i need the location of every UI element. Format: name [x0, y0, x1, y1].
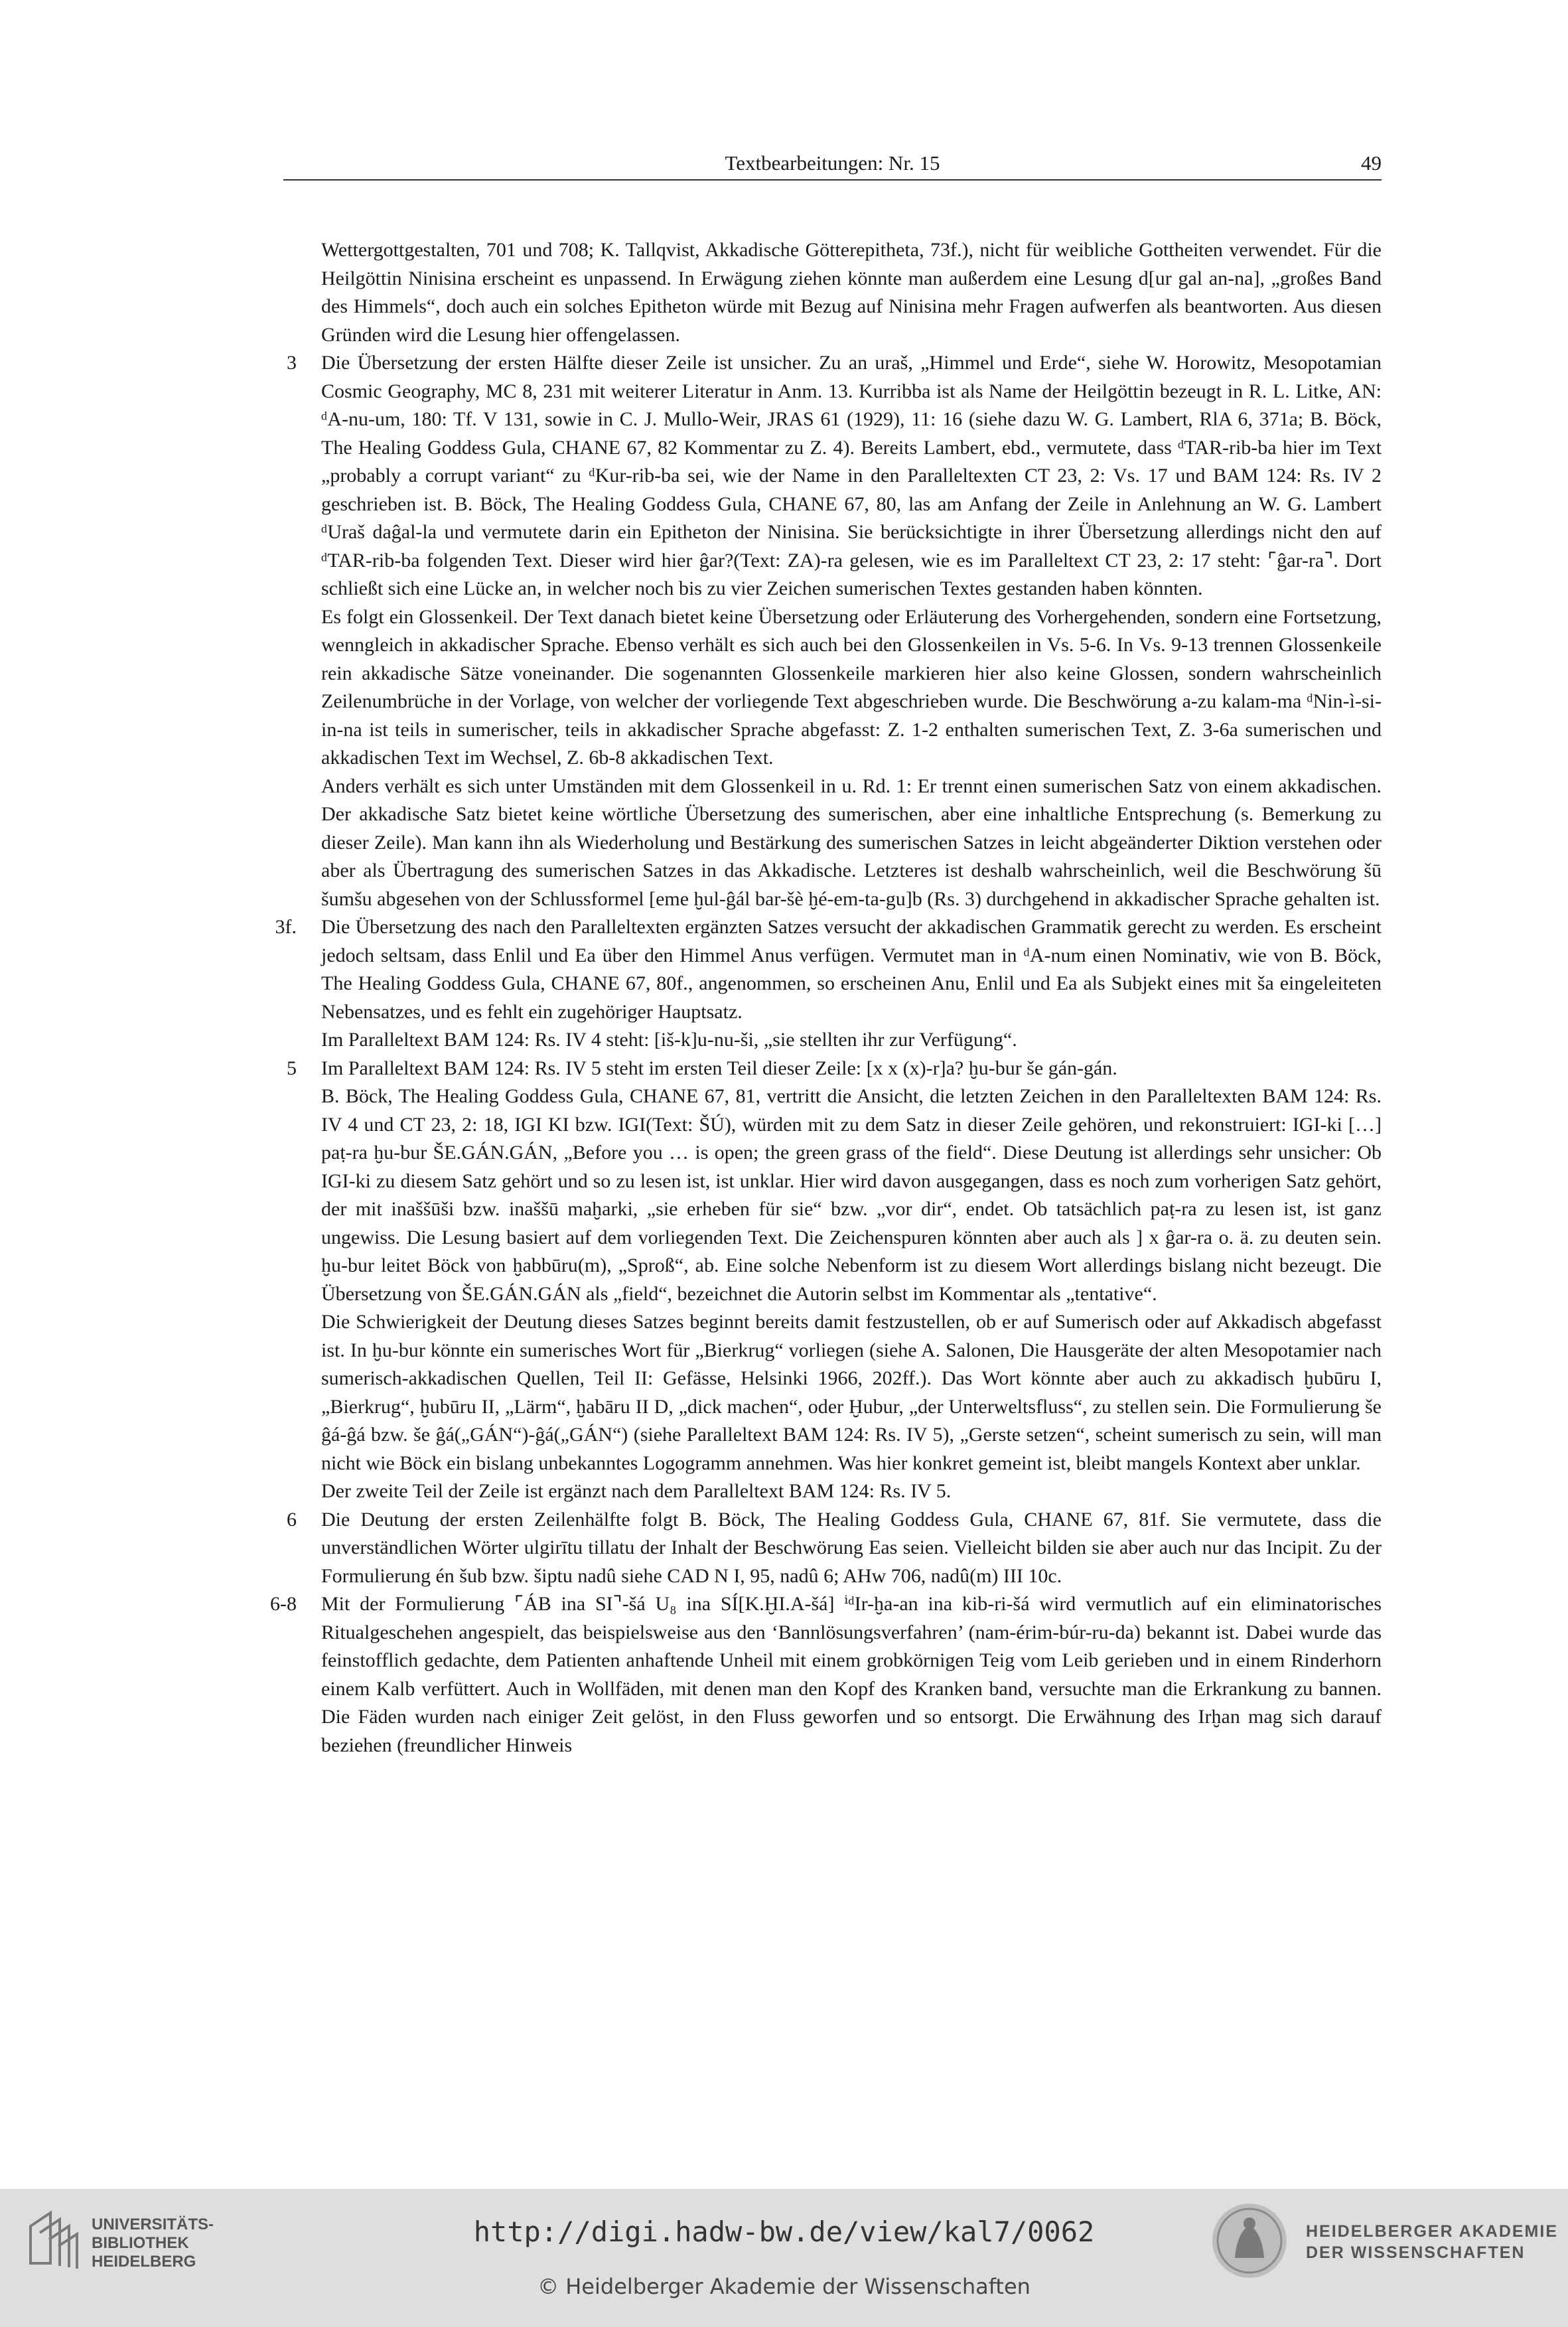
- paragraph-text: Die Deutung der ersten Zeilenhälfte folgt B. Böck, The Healing Goddess Gula, CHANE 67, 81f. Sie vermutete, dass die unverständlichen Wörter ulgirītu tillatu der Inhalt der Beschwörung Eas seien. Vielleicht bilden sie aber auch nur das Incipit. Zu der Formulierung én šub bzw. šiptu nadû siehe CAD N I, 95, nadû 6; AHw 706, nadû(m) III 10c.: [321, 1508, 1382, 1587]
- library-name-line: UNIVERSITÄTS-: [92, 2215, 214, 2233]
- academy-name-line: DER WISSENSCHAFTEN: [1306, 2243, 1526, 2262]
- academy-seal-icon: [1210, 2201, 1289, 2281]
- document-url-link[interactable]: http://digi.hadw-bw.de/view/kal7/0062: [473, 2215, 1095, 2248]
- paragraph-text: Mit der Formulierung ⌜ÁB ina SI⌝-šá U₈ ina SÍ[K.ḪI.A-šá] ⁱᵈIr-ḫa-an ina kib-ri-šá wird vermutlich auf ein eliminatorisches Ritualgeschehen angespielt, das beispielsweise aus den ‘Bannlösungsverfahren’ (nam-érim-búr-ru-da) bekannt ist. Dabei wurde das feinstofflich gedachte, dem Patienten anhaftende Unheil mit einem grobkörnigen Teig vom Leib gerieben und in einem Rinderhorn einem Kalb verfüttert. Auch in Wollfäden, mit denen man den Kopf des Kranken band, versuchte man die Erkrankung zu bannen. Die Fäden wurden nach einiger Zeit gelöst, in den Fluss geworfen und so entsorgt. Die Erwähnung des Irḫan mag sich darauf beziehen (freundlicher Hinweis: [321, 1593, 1382, 1756]
- line-reference: 3: [287, 352, 297, 374]
- paragraph-text: Wettergottgestalten, 701 und 708; K. Tallqvist, Akkadische Götterepitheta, 73f.), nicht für weibliche Gottheiten verwendet. Für die Heilgöttin Ninisina erscheint es unpassend. In Erwägung ziehen könnte man außerdem eine Lesung d[ur gal an-na], „großes Band des Himmels“, doch auch ein solches Epitheton würde mit Bezug auf Ninisina mehr Fragen aufwerfen als beantworten. Aus diesen Gründen wird die Lesung hier offengelassen.: [321, 239, 1382, 346]
- academy-name: [1306, 2221, 1558, 2263]
- library-name-line: HEIDELBERG: [92, 2253, 196, 2271]
- line-reference: 6: [287, 1508, 297, 1531]
- commentary-paragraph: [250, 603, 1382, 773]
- commentary-paragraph: [250, 1083, 1382, 1308]
- copyright-notice: © Heidelberger Akademie der Wissenschaften: [537, 2274, 1031, 2299]
- commentary-paragraph: [250, 1055, 1382, 1083]
- commentary-text: [250, 236, 1382, 1760]
- page-number: 49: [1361, 151, 1382, 175]
- running-title: Textbearbeitungen: Nr. 15: [725, 151, 940, 175]
- paragraph-text: Im Paralleltext BAM 124: Rs. IV 4 steht: [iš-k]u-nu-ši, „sie stellten ihr zur Verfügung“.: [321, 1029, 1017, 1051]
- library-name-line: BIBLIOTHEK: [92, 2234, 189, 2252]
- paragraph-text: Der zweite Teil der Zeile ist ergänzt nach dem Paralleltext BAM 124: Rs. IV 5.: [321, 1480, 952, 1502]
- commentary-paragraph: [250, 1308, 1382, 1477]
- paragraph-text: Die Schwierigkeit der Deutung dieses Satzes beginnt bereits damit festzustellen, ob er auf Sumerisch oder auf Akkadisch abgefasst ist. In ḫu-bur könnte ein sumerisches Wort für „Bierkrug“ vorliegen (siehe A. Salonen, Die Hausgeräte der alten Mesopotamier nach sumerisch-akkadischen Quellen, Teil II: Gefässe, Helsinki 1966, 202ff.). Das Wort könnte aber auch zu akkadisch ḫubūru I, „Bierkrug“, ḫubūru II, „Lärm“, ḫabāru II D, „dick machen“, oder Ḫubur, „der Unterweltsfluss“, zu stellen sein. Die Formulierung še ĝá-ĝá bzw. še ĝá(„GÁN“)-ĝá(„GÁN“) (siehe Paralleltext BAM 124: Rs. IV 5), „Gerste setzen“, scheint sumerisch zu sein, will man nicht wie Böck ein bislang unbekanntes Logogramm annehmen. Was hier konkret gemeint ist, bleibt mangels Kontext aber unklar.: [321, 1311, 1382, 1474]
- commentary-paragraph: [250, 773, 1382, 914]
- paragraph-text: Es folgt ein Glossenkeil. Der Text danach bietet keine Übersetzung oder Erläuterung des Vorhergehenden, sondern eine Fortsetzung, wenngleich in akkadischer Sprache. Ebenso verhält es sich auch bei den Glossenkeilen in Vs. 5-6. In Vs. 9-13 trennen Glossenkeile rein akkadische Sätze voneinander. Die sogenannten Glossenkeile markieren hier also keine Glossen, sondern wahrscheinlich Zeilenumbrüche in der Vorlage, von welcher der vorliegende Text abgeschrieben wurde. Die Beschwörung a-zu kalam-ma ᵈNin-ì-si-in-na ist teils in sumerischer, teils in akkadischer Sprache abgefasst: Z. 1-2 enthalten sumerischen Text, Z. 3-6a sumerischen und akkadischen Text im Wechsel, Z. 6b-8 akkadischen Text.: [321, 605, 1382, 769]
- paragraph-text: Anders verhält es sich unter Umständen mit dem Glossenkeil in u. Rd. 1: Er trennt einen sumerischen Satz von einem akkadischen. Der akkadische Satz bietet keine wörtliche Übersetzung des sumerischen, aber eine inhaltliche Entsprechung (s. Bemerkung zu dieser Zeile). Man kann ihn als Wiederholung und Bestärkung des sumerischen Satzes in leicht abgeänderter Diktion verstehen oder aber als Übertragung des sumerischen Satzes in das Akkadische. Letzteres ist deshalb wahrscheinlich, weil die Beschwörung šū šumšu abgesehen von der Schlussformel [eme ḫul-ĝál bar-šè ḫé-em-ta-gu]b (Rs. 3) durchgehend in akkadischer Sprache gehalten ist.: [321, 775, 1382, 910]
- commentary-paragraph: [250, 913, 1382, 1026]
- line-reference: 3f.: [275, 916, 297, 938]
- commentary-paragraph: [250, 349, 1382, 603]
- page-header: [283, 150, 1382, 181]
- academy-name-line: HEIDELBERGER AKADEMIE: [1306, 2222, 1558, 2241]
- commentary-paragraph: [250, 236, 1382, 349]
- paragraph-text: Im Paralleltext BAM 124: Rs. IV 5 steht im ersten Teil dieser Zeile: [x x (x)-r]a? ḫu-bur še gán-gán.: [321, 1057, 1117, 1079]
- paragraph-text: Die Übersetzung der ersten Hälfte dieser Zeile ist unsicher. Zu an uraš, „Himmel und Erde“, siehe W. Horowitz, Mesopotamian Cosmic Geography, MC 8, 231 mit weiterer Literatur in Anm. 13. Kurribba ist als Name der Heilgöttin bezeugt in R. L. Litke, AN: ᵈA-nu-um, 180: Tf. V 131, sowie in C. J. Mullo-Weir, JRAS 61 (1929), 11: 16 (siehe dazu W. G. Lambert, RlA 6, 371a; B. Böck, The Healing Goddess Gula, CHANE 67, 82 Kommentar zu Z. 4). Bereits Lambert, ebd., vermutete, dass ᵈTAR-rib-ba hier im Text „probably a corrupt variant“ zu ᵈKur-rib-ba sei, wie der Name in den Paralleltexten CT 23, 2: Vs. 17 und BAM 124: Rs. IV 2 geschrieben ist. B. Böck, The Healing Goddess Gula, CHANE 67, 80, las am Anfang der Zeile in Anlehnung an W. G. Lambert ᵈUraš daĝal-la und vermutete darin ein Epitheton der Ninisina. Sie berücksichtigte in ihrer Übersetzung allerdings nicht den auf ᵈTAR-rib-ba folgenden Text. Dieser wird hier ĝar?(Text: ZA)-ra gelesen, wie es im Paralleltext CT 23, 2: 17 steht: ⌜ĝar-ra⌝. Dort schließt sich eine Lücke an, in welcher noch bis zu vier Zeichen sumerischen Textes gestanden haben könnten.: [321, 352, 1382, 599]
- line-reference: 5: [287, 1057, 297, 1079]
- footer-bar: [0, 2189, 1568, 2327]
- commentary-paragraph: [250, 1506, 1382, 1591]
- paragraph-text: Die Übersetzung des nach den Paralleltexten ergänzten Satzes versucht der akkadischen Grammatik gerecht zu werden. Es erscheint jedoch seltsam, dass Enlil und Ea über den Himmel Anus verfügen. Vermutet man in ᵈA-num einen Nominativ, wie von B. Böck, The Healing Goddess Gula, CHANE 67, 80f., angenommen, so erscheinen Anu, Enlil und Ea als Subjekt eines mit ša eingeleiteten Nebensatzes, und es fehlt ein zugehöriger Hauptsatz.: [321, 916, 1382, 1023]
- commentary-paragraph: [250, 1026, 1382, 1055]
- commentary-paragraph: [250, 1590, 1382, 1760]
- commentary-paragraph: [250, 1477, 1382, 1506]
- paragraph-text: B. Böck, The Healing Goddess Gula, CHANE 67, 81, vertritt die Ansicht, die letzten Zeichen in den Paralleltexten BAM 124: Rs. IV 4 und CT 23, 2: 18, IGI KI bzw. IGI(Text: ŠÚ), würden mit zu dem Satz in dieser Zeile gehören, und rekonstruiert: IGI-ki […] paṭ-ra ḫu-bur ŠE.GÁN.GÁN, „Before you … is open; the green grass of the field“. Diese Deutung ist allerdings sehr unsicher: Ob IGI-ki zu diesem Satz gehört und so zu lesen ist, ist unklar. Hier wird davon ausgegangen, dass es noch zum vorherigen Satz gehört, der mit inaššūši bzw. inaššū maḫarki, „sie erheben für sie“ bzw. „vor dir“, endet. Ob tatsächlich paṭ-ra zu lesen ist, ist ganz ungewiss. Die Lesung basiert auf dem vorliegenden Text. Die Zeichenspuren könnten aber auch als ] x ĝar-ra o. ä. zu deuten sein. ḫu-bur leitet Böck von ḫabbūru(m), „Sproß“, ab. Eine solche Nebenform ist zu diesem Wort allerdings bislang nicht bezeugt. Die Übersetzung von ŠE.GÁN.GÁN als „field“, bezeichnet die Autorin selbst im Kommentar als „tentative“.: [321, 1085, 1382, 1305]
- line-reference: 6-8: [270, 1593, 297, 1615]
